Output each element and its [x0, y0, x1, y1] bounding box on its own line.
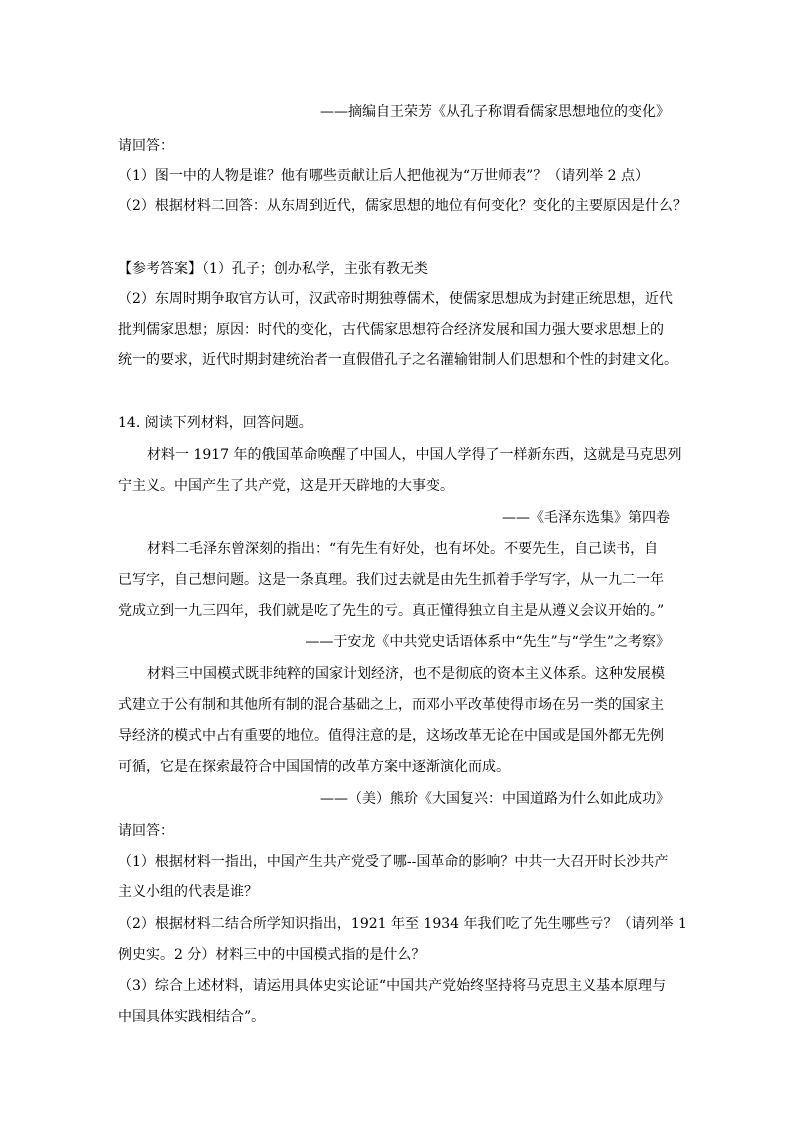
q13-question-1: （1）图一中的人物是谁？他有哪些贡献让后人把他视为“万世师表”？（请列举 2 点） [118, 168, 650, 184]
material-3-line4: 可循，它是在探索最符合中国国情的改革方案中逐渐演化而成。 [118, 759, 510, 775]
material-2-line1: 材料二毛泽东曾深刻的指出：“有先生有好处，也有坏处。不要先生，自己读书，自 [147, 541, 659, 557]
material-1-line1: 材料一 1917 年的俄国革命唤醒了中国人，中国人学得了一样新东西，这就是马克思列 [147, 447, 682, 463]
q14-prompt: 请回答： [118, 823, 174, 839]
q14-question-1-line1: （1）根据材料一指出，中国产生共产党受了哪--国革命的影响？中共一大召开时长沙共产 [118, 854, 669, 870]
reference-answer-2-line2: 批判儒家思想；原因：时代的变化，古代儒家思想符合经济发展和国力强大要求思想上的 [118, 322, 664, 338]
material-3-source: ——（美）熊玠《大国复兴：中国道路为什么如此成功》 [320, 791, 670, 807]
material-2-line3: 党成立到一九三四年，我们就是吃了先生的亏。真正懂得独立自主是从遵义会议开始的。” [118, 603, 665, 619]
q14-question-2-line2: 例史实。2 分）材料三中的中国模式指的是什么？ [118, 947, 426, 963]
reference-answer-1: 【参考答案】（1）孔子；创办私学，主张有教无类 [118, 261, 428, 277]
q14-question-3-line2: 中国具体实践相结合”。 [118, 1009, 266, 1025]
material-3-line3: 导经济的模式中占有重要的地位。值得注意的是，这场改革无论在中国或是国外都无先例 [118, 728, 664, 744]
reference-answer-2-line3: 统一的要求，近代时期封建统治者一直假借孔子之名灌输钳制人们思想和个性的封建文化。 [118, 352, 678, 368]
q14-title: 14. 阅读下列材料，回答问题。 [118, 415, 313, 431]
source-citation-1: ——摘编自王荣芳《从孔子称谓看儒家思想地位的变化》 [320, 104, 670, 120]
q14-question-1-line2: 主义小组的代表是谁？ [118, 884, 258, 900]
q13-prompt: 请回答： [118, 138, 174, 154]
material-3-line2: 式建立于公有制和其他所有制的混合基础之上，而邓小平改革使得市场在另一类的国家主 [118, 697, 664, 713]
material-2-source: ——于安龙《中共党史话语体系中“先生”与“学生”之考察》 [305, 634, 670, 650]
material-2-line2: 已写字，自己想问题。这是一条真理。我们过去就是由先生抓着手学写字，从一九二一年 [118, 572, 664, 588]
material-3-line1: 材料三中国模式既非纯粹的国家计划经济，也不是彻底的资本主义体系。这种发展模 [147, 666, 665, 682]
reference-answer-2-line1: （2）东周时期争取官方认可，汉武帝时期独尊儒术，使儒家思想成为封建正统思想，近代 [118, 291, 673, 307]
q13-question-2: （2）根据材料二回答：从东周到近代，儒家思想的地位有何变化？变化的主要原因是什么？ [118, 198, 687, 214]
q14-question-3-line1: （3）综合上述材料，请运用具体史实论证“中国共产党始终坚持将马克思主义基本原理与 [118, 978, 667, 994]
material-1-line2: 宁主义。中国产生了共产党，这是开天辟地的大事变。 [118, 478, 454, 494]
material-1-source: ——《毛泽东选集》第四卷 [502, 510, 670, 526]
q14-question-2-line1: （2）根据材料二结合所学知识指出，1921 年至 1934 年我们吃了先生哪些亏？（请列举 1 [118, 916, 687, 932]
